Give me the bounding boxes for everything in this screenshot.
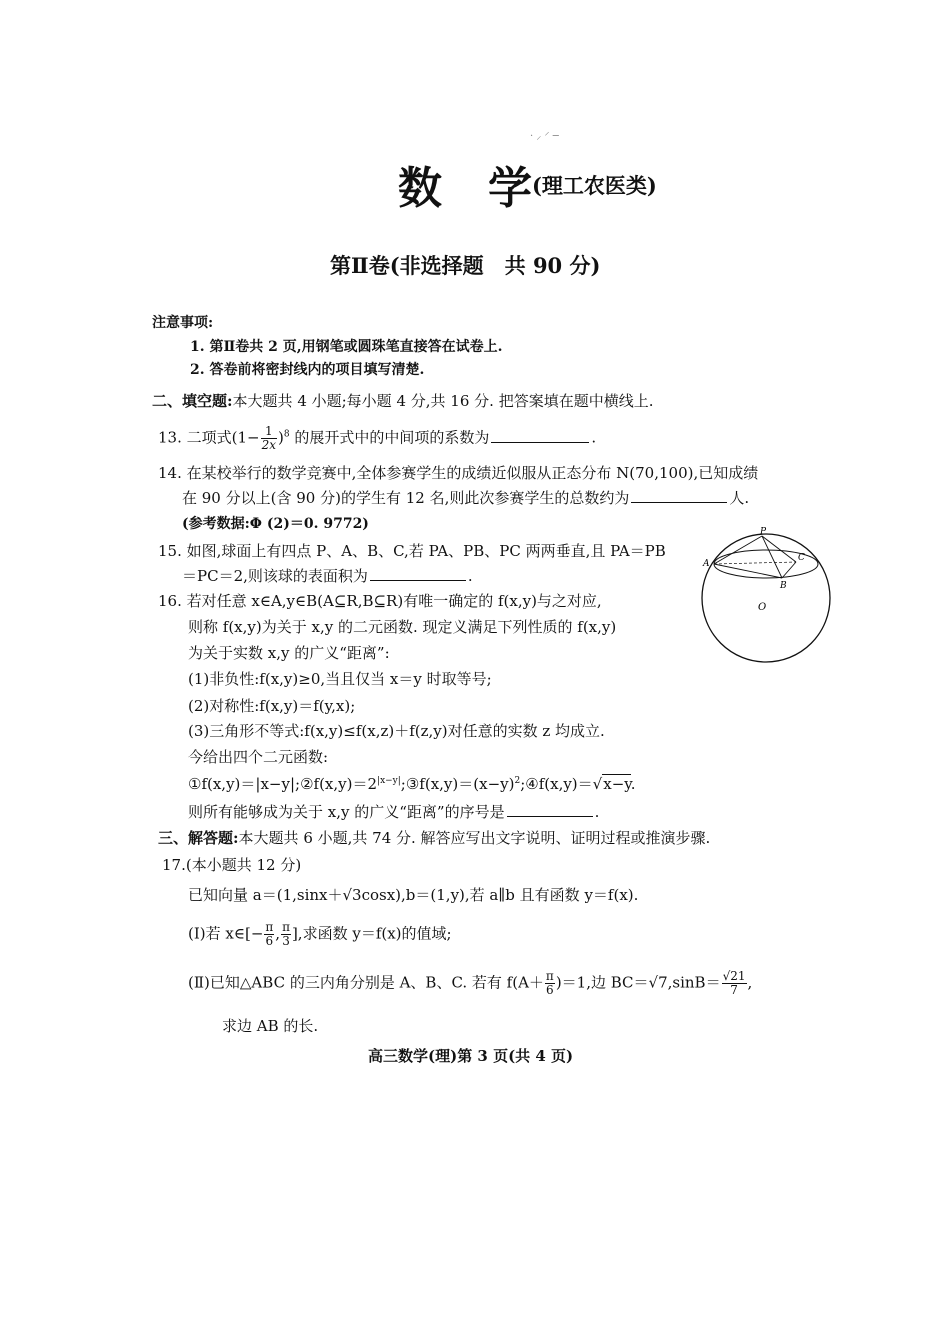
q13-fraction — [261, 425, 277, 452]
q17-p2-c: , — [747, 973, 753, 992]
q14-line-2-text: 在 90 分以上(含 90 分)的学生有 12 名,则此次参赛学生的总数约为 — [182, 489, 630, 507]
q14-line-2-end: 人. — [729, 489, 750, 507]
q14-answer-blank[interactable] — [631, 488, 727, 503]
q17-p1-b: ],求函数 y＝f(x)的值域; — [291, 924, 452, 943]
title-char-2: 学 — [488, 163, 538, 214]
q13-frac-num: 1 — [261, 425, 277, 439]
q16-answer-blank[interactable] — [507, 802, 593, 817]
section2-line — [152, 390, 653, 411]
q17-part-2 — [188, 970, 752, 997]
q13-frac-den: 2x — [261, 438, 276, 452]
section2-heading: 二、填空题: — [152, 392, 233, 410]
q17-p1-a: (Ⅰ)若 x∈[− — [188, 924, 264, 943]
q17-p1-frac-2 — [281, 921, 291, 948]
q13-text-c: 的展开式中的中间项的系数为 — [289, 428, 490, 447]
sphere-figure — [696, 526, 836, 666]
q16-line-3: 为关于实数 x,y 的广义“距离”: — [188, 644, 390, 662]
edge-ab — [714, 564, 782, 578]
q16-funcs-c: ;④f(x,y)＝ — [520, 775, 593, 793]
q15-answer-blank[interactable] — [370, 566, 466, 581]
notes-heading: 注意事项: — [152, 315, 214, 331]
q15-line-2-end: . — [467, 567, 473, 585]
scan-specks: · ⸝ ⸍ ─ — [530, 131, 559, 142]
sphere-outline — [702, 534, 830, 662]
label-c: C — [798, 553, 805, 563]
edge-pc — [762, 536, 796, 562]
q15-line-1: 15. 如图,球面上有四点 P、A、B、C,若 PA、PB、PC 两两垂直,且 PA＝PB — [158, 542, 666, 560]
section3-heading: 三、解答题: — [158, 829, 239, 847]
q13-text-end: . — [591, 428, 597, 447]
section3-line — [158, 827, 710, 848]
q17-p2-f-den: 6 — [546, 983, 554, 997]
edge-pb — [762, 536, 782, 578]
page-footer: 高三数学(理)第 3 页(共 4 页) — [368, 1047, 574, 1065]
q16-funcs-end: . — [630, 775, 636, 793]
q16-funcs-b: ;③f(x,y)＝(x−y) — [400, 775, 515, 793]
q16-funcs-a: ①f(x,y)＝|x−y|;②f(x,y)＝2 — [188, 775, 378, 793]
q17-ask: 求边 AB 的长. — [222, 1017, 319, 1035]
label-b: B — [780, 581, 787, 591]
q15-line-2-text: ＝PC＝2,则该球的表面积为 — [182, 567, 368, 585]
volume-heading: 第Ⅱ卷(非选择题 共 90 分) — [330, 253, 601, 278]
q16-ask-end: . — [594, 803, 600, 821]
q17-given: 已知向量 a＝(1,sinx＋√3cosx),b＝(1,y),若 a∥b 且有函数 y＝f(x). — [188, 886, 639, 904]
q15-line-2 — [182, 565, 473, 586]
q17-p1-f1-num: π — [265, 920, 274, 934]
q17-p1-mid: , — [275, 924, 281, 943]
q17-p1-frac-1 — [264, 921, 274, 948]
page-subtitle: (理工农医类) — [532, 173, 657, 198]
q17-p1-f1-den: 6 — [265, 934, 274, 948]
q17-heading: 17.(本小题共 12 分) — [162, 856, 302, 874]
section3-text: 本大题共 6 小题,共 74 分. 解答应写出文字说明、证明过程或推演步骤. — [238, 829, 711, 847]
q16-prop-3: (3)三角形不等式:f(x,y)≤f(x,z)＋f(z,y)对任意的实数 z 均成立. — [188, 722, 605, 740]
q13-text-b: ) — [278, 428, 284, 447]
q16-given: 今给出四个二元函数: — [188, 748, 329, 766]
q17-p2-s-den: 7 — [730, 983, 738, 997]
title-char-1: 数 — [398, 163, 448, 214]
q16-line-2: 则称 f(x,y)为关于 x,y 的二元函数. 现定义满足下列性质的 f(x,y) — [188, 618, 617, 636]
section2-text: 本大题共 4 小题;每小题 4 分,共 16 分. 把答案填在题中横线上. — [232, 392, 654, 410]
label-p: P — [760, 527, 767, 537]
q13-exponent: 8 — [283, 429, 290, 440]
q17-p2-frac-2 — [722, 970, 747, 997]
q16-funcs-exp2: 2 — [514, 776, 521, 786]
q16-prop-2: (2)对称性:f(x,y)＝f(y,x); — [188, 697, 356, 715]
q16-ask-text: 则所有能够成为关于 x,y 的广义“距离”的序号是 — [188, 803, 505, 821]
label-o: O — [758, 602, 767, 613]
q17-p2-frac-1 — [545, 970, 555, 997]
q16-line-1: 16. 若对任意 x∈A,y∈B(A⊆R,B⊆R)有唯一确定的 f(x,y)与之对应, — [158, 592, 602, 610]
question-13 — [158, 425, 596, 452]
q14-line-3: (参考数据:Φ (2)＝0. 9772) — [182, 516, 369, 532]
q17-p2-s-num: √21 — [722, 969, 746, 983]
label-a: A — [703, 559, 710, 569]
q17-p2-b: )＝1,边 BC＝√7,sinB＝ — [555, 973, 721, 992]
notes-item-1: 1. 第Ⅱ卷共 2 页,用钢笔或圆珠笔直接答在试卷上. — [190, 339, 503, 355]
q17-p2-a: (Ⅱ)已知△ABC 的三内角分别是 A、B、C. 若有 f(A＋ — [188, 973, 544, 992]
q13-text-a: 13. 二项式(1− — [158, 428, 260, 447]
q16-ask — [188, 801, 599, 822]
page-title — [398, 152, 538, 216]
q16-functions: $①f(x,y)=|x-y|;②f(x,y)=2^{|x-y|};③f(x,y)=(x-y)^2;④f(x,y)=√x-y$. — [188, 775, 636, 793]
q13-answer-blank[interactable] — [491, 428, 589, 443]
q14-line-1: 14. 在某校举行的数学竞赛中,全体参赛学生的成绩近似服从正态分布 N(70,100),已知成绩 — [158, 464, 759, 482]
q17-p2-f-num: π — [545, 969, 554, 983]
edge-ac — [714, 562, 796, 564]
q16-funcs-sqrt: x−y — [603, 775, 631, 793]
q17-part-1 — [188, 921, 452, 948]
q14-line-2 — [182, 487, 749, 508]
q16-prop-1: (1)非负性:f(x,y)≥0,当且仅当 x＝y 时取等号; — [188, 670, 492, 688]
q17-p1-f2-den: 3 — [282, 934, 290, 948]
notes-item-2: 2. 答卷前将密封线内的项目填写清楚. — [190, 362, 425, 378]
q17-p1-f2-num: π — [282, 920, 290, 934]
q16-funcs-exp: |x−y| — [377, 776, 401, 786]
